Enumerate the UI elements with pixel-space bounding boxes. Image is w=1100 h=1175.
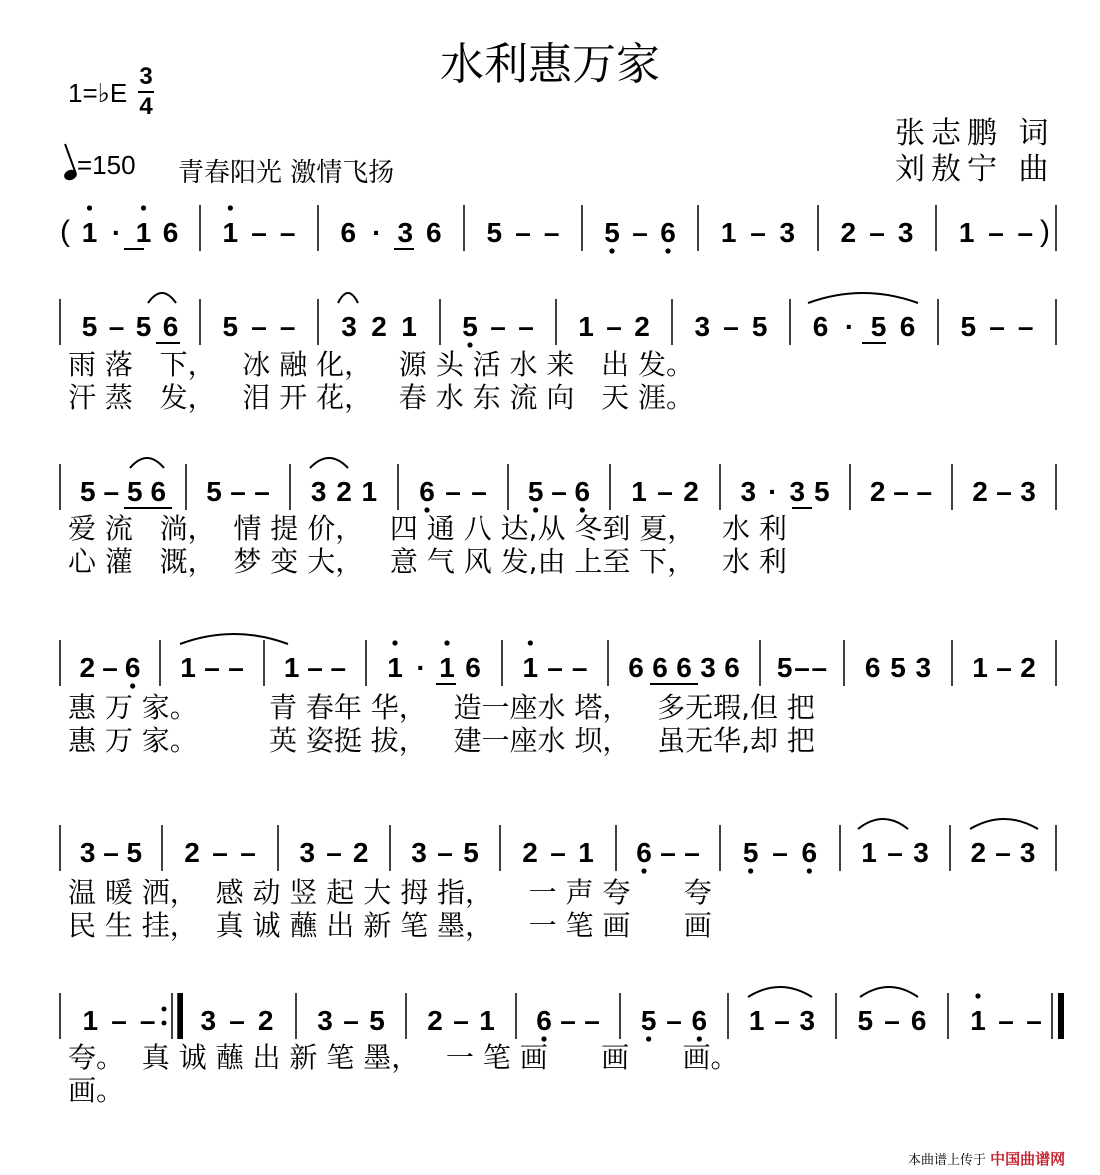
dash-extension: –	[230, 476, 246, 507]
note: 3	[1020, 476, 1036, 507]
note: 1	[748, 1005, 765, 1036]
note: 3	[1019, 837, 1036, 868]
high-octave-dot	[528, 640, 533, 645]
note: 1	[82, 1005, 99, 1036]
dash-extension: –	[515, 217, 531, 248]
note: 3	[200, 1005, 217, 1036]
note: 5	[222, 311, 239, 342]
dash-extension: –	[212, 837, 228, 868]
note: 5	[776, 652, 793, 683]
note: 1	[361, 476, 378, 507]
note: 2	[840, 217, 857, 248]
slur	[130, 458, 164, 468]
dash-extension: –	[330, 652, 347, 683]
lyric-line: 画。	[68, 1074, 125, 1107]
repeat-dot	[162, 1007, 167, 1012]
note: 3	[317, 1005, 333, 1036]
note: 2	[336, 476, 352, 507]
note: 5	[126, 837, 143, 868]
dash-extension: –	[666, 1005, 682, 1036]
dash-extension: –	[139, 1005, 156, 1036]
note: 1	[972, 652, 988, 683]
note: 5	[751, 311, 768, 342]
dash-extension: –	[111, 1005, 127, 1036]
note: 3	[799, 1005, 816, 1036]
dash-extension: –	[723, 311, 739, 342]
low-octave-dot	[641, 868, 646, 873]
note: 5	[81, 311, 98, 342]
note: 2	[371, 311, 387, 342]
dash-extension: –	[893, 476, 909, 507]
note: 2	[257, 1005, 274, 1036]
note: 1	[222, 217, 239, 248]
note: 6	[899, 311, 916, 342]
note: 2	[972, 476, 988, 507]
low-octave-dot	[665, 248, 670, 253]
augmentation-dot: ·	[416, 652, 426, 683]
lyric-line: 夸。 真 诚 蘸 出 新 笔 墨， 一 笔 画 画 画。	[68, 1041, 739, 1074]
dash-extension: –	[279, 217, 296, 248]
lyric-line: 温 暖 洒， 感 动 竖 起 大 拇 指， 一 声 夸 夸	[68, 876, 712, 909]
dash-extension: –	[811, 652, 828, 683]
low-octave-dot	[130, 683, 135, 688]
note: 3	[341, 311, 357, 342]
note: 5	[604, 217, 620, 248]
lyric-line: 汗 蒸 发， 泪 开 花， 春 水 东 流 向 天 涯。	[68, 381, 695, 414]
dash-extension: –	[307, 652, 323, 683]
dash-extension: –	[453, 1005, 469, 1036]
lyric-line: 雨 落 下， 冰 融 化， 源 头 活 水 来 出 发。	[68, 348, 695, 381]
dash-extension: –	[996, 652, 1012, 683]
dash-extension: –	[326, 837, 342, 868]
time-signature-bottom: 4	[139, 93, 153, 120]
note: 3	[694, 311, 711, 342]
note: 1	[283, 652, 300, 683]
augmentation-dot: ·	[768, 476, 778, 507]
dash-extension: –	[437, 837, 453, 868]
lyric-line: 惠 万 家。 英 姿挺 拔， 建一座水 坝， 虽无华,却 把	[68, 724, 815, 757]
note: 1	[958, 217, 975, 248]
high-octave-dot	[392, 640, 397, 645]
augmentation-dot: ·	[372, 217, 382, 248]
note: 1	[81, 217, 98, 248]
lyric-line: 爱 流 淌， 情 提 价， 四 通 八 达,从 冬到 夏， 水 利	[68, 512, 787, 545]
slur	[338, 293, 358, 303]
note: 5	[960, 311, 977, 342]
dash-extension: –	[240, 837, 256, 868]
low-octave-dot	[609, 248, 614, 253]
slur	[858, 819, 908, 829]
dash-extension: –	[543, 217, 560, 248]
dash-extension: –	[254, 476, 270, 507]
dash-extension: –	[571, 652, 588, 683]
lyric-line: 惠 万 家。 青 春年 华， 造一座水 塔， 多无瑕,但 把	[68, 691, 815, 724]
note: 5	[462, 311, 478, 342]
note: 2	[1020, 652, 1036, 683]
footer-brand: 中国曲谱网	[990, 1150, 1066, 1168]
dash-extension: –	[279, 311, 296, 342]
note: 5	[463, 837, 479, 868]
note: 5	[135, 311, 152, 342]
high-octave-dot	[975, 993, 980, 998]
note: 5	[486, 217, 503, 248]
repeat-barline	[178, 993, 183, 1039]
note: 6	[628, 652, 644, 683]
note: 2	[427, 1005, 443, 1036]
note: 6	[536, 1005, 552, 1036]
note: 2	[869, 476, 886, 507]
dash-extension: –	[606, 311, 622, 342]
dash-extension: –	[657, 476, 673, 507]
note: 1	[387, 652, 403, 683]
dash-extension: –	[995, 837, 1011, 868]
lyric-line: 心 灌 溉， 梦 变 大， 意 气 风 发,由 上至 下， 水 利	[68, 545, 787, 578]
note: 5	[369, 1005, 385, 1036]
dash-extension: –	[518, 311, 534, 342]
augmentation-dot: ·	[111, 217, 122, 248]
note: 6	[162, 311, 179, 342]
note: 6	[465, 652, 481, 683]
expression-marking: 青春阳光 激情飞扬	[178, 158, 395, 188]
high-octave-dot	[87, 205, 92, 210]
footer-upload-text: 本曲谱上传于	[908, 1153, 987, 1168]
note: 3	[740, 476, 757, 507]
slur	[148, 293, 176, 303]
dash-extension: –	[103, 837, 119, 868]
note: 6	[425, 217, 442, 248]
note: 6	[340, 217, 357, 248]
note: 6	[724, 652, 740, 683]
note: 5	[890, 652, 906, 683]
repeat-dot	[162, 1021, 167, 1026]
lyric-line: 民 生 挂， 真 诚 蘸 出 新 笔 墨， 一 笔 画 画	[68, 909, 712, 942]
note: 6	[676, 652, 692, 683]
dash-extension: –	[103, 476, 120, 507]
dash-extension: –	[550, 837, 566, 868]
dash-extension: –	[750, 217, 766, 248]
note: 5	[527, 476, 544, 507]
note: 2	[522, 837, 538, 868]
note: 3	[789, 476, 806, 507]
dash-extension: –	[884, 1005, 900, 1036]
note: 2	[184, 837, 200, 868]
dash-extension: –	[204, 652, 220, 683]
dash-extension: –	[1026, 1005, 1042, 1036]
slur	[310, 458, 348, 468]
dash-extension: –	[1017, 217, 1034, 248]
time-signature-top: 3	[139, 63, 153, 90]
dash-extension: –	[584, 1005, 600, 1036]
note: 6	[652, 652, 668, 683]
note: 6	[910, 1005, 927, 1036]
dash-extension: –	[251, 311, 267, 342]
slur	[970, 819, 1038, 829]
note: 2	[79, 652, 96, 683]
note: 3	[310, 476, 327, 507]
note: 1	[479, 1005, 495, 1036]
dash-extension: –	[471, 476, 487, 507]
note: 6	[574, 476, 591, 507]
intro-paren-open: (	[60, 215, 70, 248]
note: 1	[578, 311, 594, 342]
dash-extension: –	[794, 652, 810, 683]
note: 1	[970, 1005, 986, 1036]
low-octave-dot	[748, 868, 753, 873]
dash-extension: –	[108, 311, 125, 342]
note: 2	[352, 837, 369, 868]
high-octave-dot	[141, 205, 146, 210]
dash-extension: –	[660, 837, 676, 868]
note: 1	[720, 217, 737, 248]
note: 2	[634, 311, 650, 342]
composer-credit: 刘敖宁 曲	[895, 152, 1055, 187]
low-octave-dot	[807, 868, 812, 873]
dash-extension: –	[547, 652, 563, 683]
low-octave-dot	[467, 342, 472, 347]
note: 1	[180, 652, 196, 683]
slur	[860, 987, 918, 997]
note: 6	[150, 476, 167, 507]
note: 2	[970, 837, 987, 868]
note: 3	[700, 652, 716, 683]
high-octave-dot	[228, 205, 233, 210]
dash-extension: –	[996, 476, 1012, 507]
slur	[808, 293, 918, 303]
note: 5	[813, 476, 830, 507]
note: 6	[636, 837, 652, 868]
note: 3	[397, 217, 414, 248]
note: 3	[913, 837, 929, 868]
note: 6	[124, 652, 141, 683]
note: 5	[206, 476, 222, 507]
note: 3	[897, 217, 914, 248]
dash-extension: –	[632, 217, 648, 248]
note: 3	[411, 837, 427, 868]
note: 6	[864, 652, 881, 683]
note: 1	[135, 217, 152, 248]
augmentation-dot: ·	[844, 311, 855, 342]
dash-extension: –	[988, 217, 1004, 248]
note: 5	[126, 476, 143, 507]
note: 6	[660, 217, 676, 248]
dash-extension: –	[989, 311, 1005, 342]
dash-extension: –	[869, 217, 885, 248]
note: 6	[812, 311, 829, 342]
note: 3	[299, 837, 316, 868]
footer-credit	[908, 1148, 1065, 1169]
note: 3	[79, 837, 96, 868]
dash-extension: –	[1017, 311, 1034, 342]
note: 2	[683, 476, 699, 507]
page-title: 水利惠万家	[440, 39, 660, 90]
note: 1	[631, 476, 647, 507]
slur	[748, 987, 812, 997]
note: 5	[79, 476, 96, 507]
dash-extension: –	[229, 1005, 245, 1036]
dash-extension: –	[228, 652, 244, 683]
dash-extension: –	[445, 476, 461, 507]
note: 6	[162, 217, 179, 248]
slur	[180, 634, 288, 644]
note: 5	[870, 311, 887, 342]
dash-extension: –	[102, 652, 118, 683]
note: 5	[742, 837, 759, 868]
note: 1	[578, 837, 594, 868]
note: 6	[419, 476, 435, 507]
tempo-value: =150	[77, 150, 136, 180]
key-signature: 1=♭E	[68, 78, 128, 108]
note: 5	[640, 1005, 657, 1036]
dash-extension: –	[490, 311, 506, 342]
dash-extension: –	[343, 1005, 359, 1036]
dash-extension: –	[774, 1005, 790, 1036]
note: 6	[691, 1005, 708, 1036]
high-octave-dot	[444, 640, 449, 645]
dash-extension: –	[551, 476, 567, 507]
dash-extension: –	[916, 476, 933, 507]
note: 3	[779, 217, 796, 248]
lyricist-credit: 张志鹏 词	[895, 116, 1055, 151]
dash-extension: –	[887, 837, 903, 868]
note: 1	[522, 652, 539, 683]
note: 1	[439, 652, 455, 683]
dash-extension: –	[251, 217, 267, 248]
note: 1	[861, 837, 877, 868]
dash-extension: –	[998, 1005, 1014, 1036]
note: 6	[801, 837, 818, 868]
dash-extension: –	[560, 1005, 576, 1036]
dash-extension: –	[684, 837, 700, 868]
dash-extension: –	[772, 837, 788, 868]
intro-paren-close: )	[1040, 215, 1050, 248]
final-barline	[1058, 993, 1064, 1039]
note: 3	[915, 652, 932, 683]
note: 1	[401, 311, 417, 342]
note: 5	[857, 1005, 874, 1036]
